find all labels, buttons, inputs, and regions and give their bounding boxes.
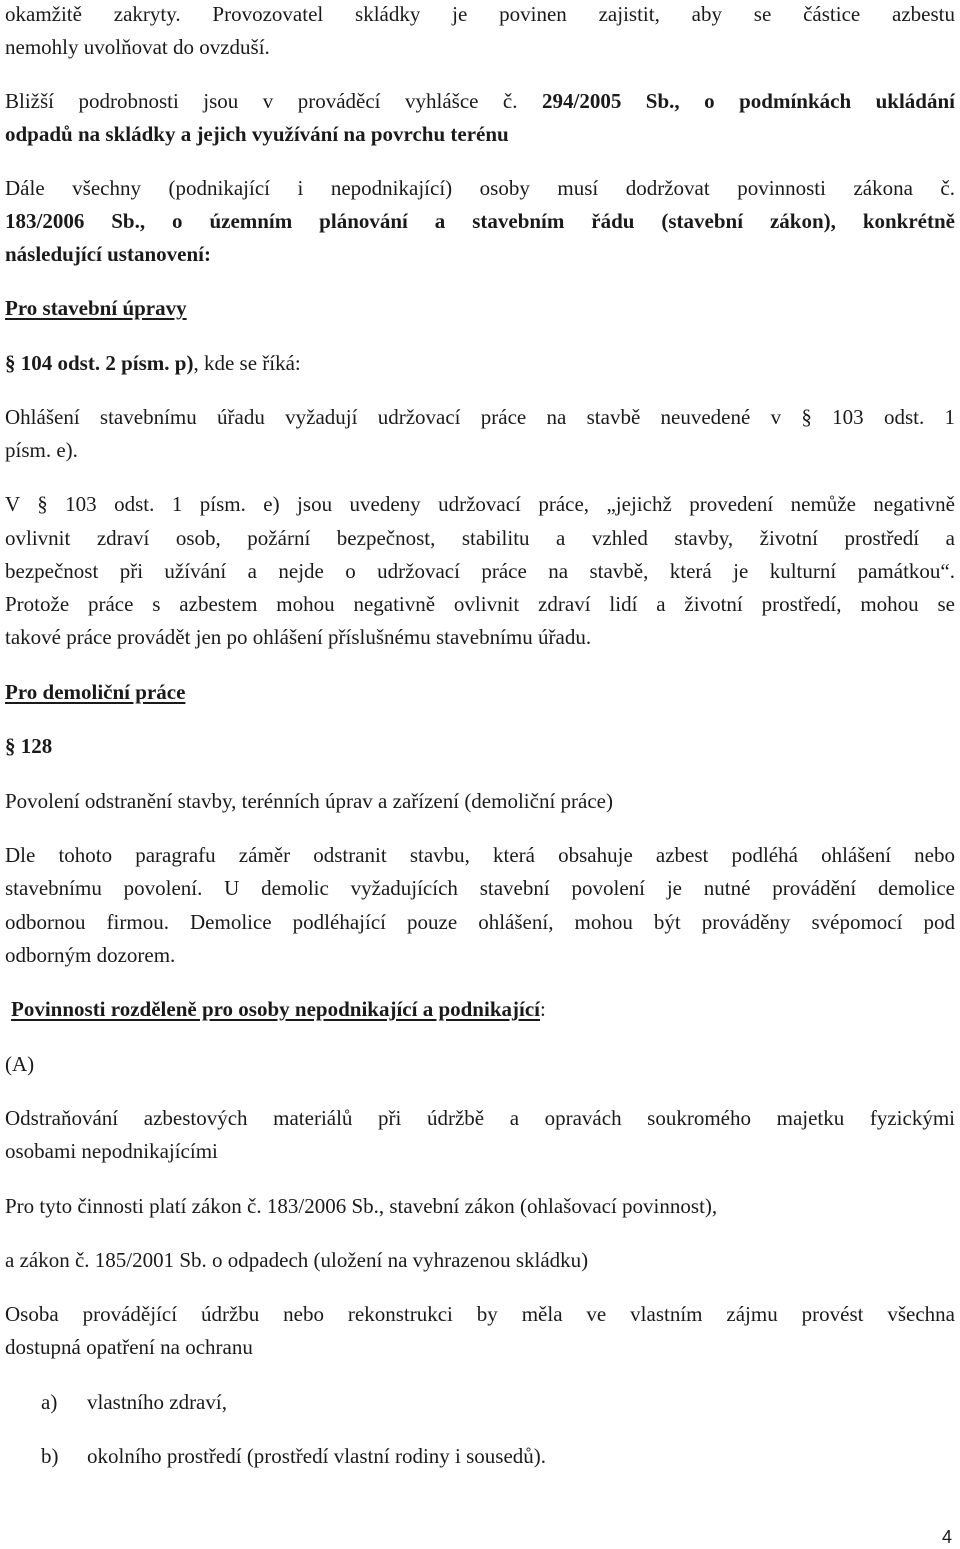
- ref-183-line-1: Dále všechny (podnikající i nepodnikající) osoby musí dodržovat povinnosti zákona č.: [5, 176, 955, 200]
- a-title-line-1: Odstraňování azbestových materiálů při údržbě a opravách soukromého majetku fyzickými: [5, 1106, 955, 1130]
- paragraph-128-ref: § 128: [5, 734, 53, 758]
- ref-294-line-1: [5, 89, 955, 113]
- ref-294-bold: 294/2005 Sb., o podmínkách ukládání: [541, 89, 955, 113]
- page-number: 4: [941, 1527, 952, 1547]
- osoba-line-2: dostupná opatření na ochranu: [5, 1335, 253, 1359]
- osoba-line-1: Osoba provádějící údržbu nebo rekonstrukci by měla ve vlastním zájmu provést všechna: [5, 1302, 955, 1326]
- heading-povinnosti-text: Povinnosti rozděleně pro osoby nepodnikající a podnikající: [11, 997, 540, 1021]
- list-text: vlastního zdraví,: [87, 1390, 227, 1414]
- demolicni-title: Povolení odstranění stavby, terénních úprav a zařízení (demoliční práce): [5, 789, 613, 813]
- explain-line-2: ovlivnit zdraví osob, požární bezpečnost, stabilitu a vzhled stavby, životní prostředí a: [5, 526, 955, 550]
- list-text: okolního prostředí (prostředí vlastní rodiny i sousedů).: [87, 1444, 547, 1468]
- list-marker: a): [41, 1390, 58, 1414]
- explain-line-3: bezpečnost při užívání a nejde o udržovací práce na stavbě, která je kulturní památkou“.: [5, 559, 955, 583]
- paragraph-104-rest: , kde se říká:: [193, 351, 301, 375]
- explain-line-1: V § 103 odst. 1 písm. e) jsou uvedeny udržovací práce, „jejichž provedení nemůže negativně: [5, 492, 955, 516]
- list-marker: b): [41, 1444, 59, 1468]
- demolicni-body-line-4: odborným dozorem.: [5, 943, 176, 967]
- demolicni-body-line-2: stavebnímu povolení. U demolic vyžadujících stavební povolení je nutné provádění demolice: [5, 876, 955, 900]
- heading-stavebni-upravy: Pro stavební úpravy: [5, 296, 187, 320]
- demolicni-body-line-3: odbornou firmou. Demolice podléhající pouze ohlášení, mohou být prováděny svépomocí pod: [5, 910, 955, 934]
- heading-demolicni-prace: Pro demoliční práce: [5, 680, 186, 704]
- paragraph-104-ref: [5, 351, 955, 375]
- law-line-2: a zákon č. 185/2001 Sb. o odpadech (uložení na vyhrazenou skládku): [5, 1248, 589, 1272]
- label-a: (A): [5, 1052, 35, 1076]
- ref-294-text: Bližší podrobnosti jsou v prováděcí vyhlášce č.: [5, 89, 542, 113]
- heading-povinnosti-colon: :: [539, 997, 546, 1021]
- explain-line-5: takové práce provádět jen po ohlášení příslušnému stavebnímu úřadu.: [5, 625, 592, 649]
- ref-294-line-2: odpadů na skládky a jejich využívání na povrchu terénu: [5, 122, 509, 146]
- a-title-line-2: osobami nepodnikajícími: [5, 1139, 218, 1163]
- heading-povinnosti: [11, 997, 960, 1021]
- intro-line-1: okamžitě zakryty. Provozovatel skládky je povinen zajistit, aby se částice azbestu: [5, 2, 955, 26]
- explain-line-4: Protože práce s azbestem mohou negativně ovlivnit zdraví lidí a životní prostředí, mohou se: [5, 592, 955, 616]
- intro-line-2: nemohly uvolňovat do ovzduší.: [5, 35, 270, 59]
- quote-line-1: Ohlášení stavebnímu úřadu vyžadují udržovací práce na stavbě neuvedené v § 103 odst. 1: [5, 405, 955, 429]
- ref-183-line-3: následující ustanovení:: [5, 242, 211, 266]
- demolicni-body-line-1: Dle tohoto paragrafu záměr odstranit stavbu, která obsahuje azbest podléhá ohlášení nebo: [5, 843, 955, 867]
- law-line-1: Pro tyto činnosti platí zákon č. 183/2006 Sb., stavební zákon (ohlašovací povinnost),: [5, 1194, 718, 1218]
- paragraph-104-bold: § 104 odst. 2 písm. p): [5, 351, 194, 375]
- ref-183-line-2: 183/2006 Sb., o územním plánování a stavebním řádu (stavební zákon), konkrétně: [5, 209, 955, 233]
- quote-line-2: písm. e).: [5, 438, 78, 462]
